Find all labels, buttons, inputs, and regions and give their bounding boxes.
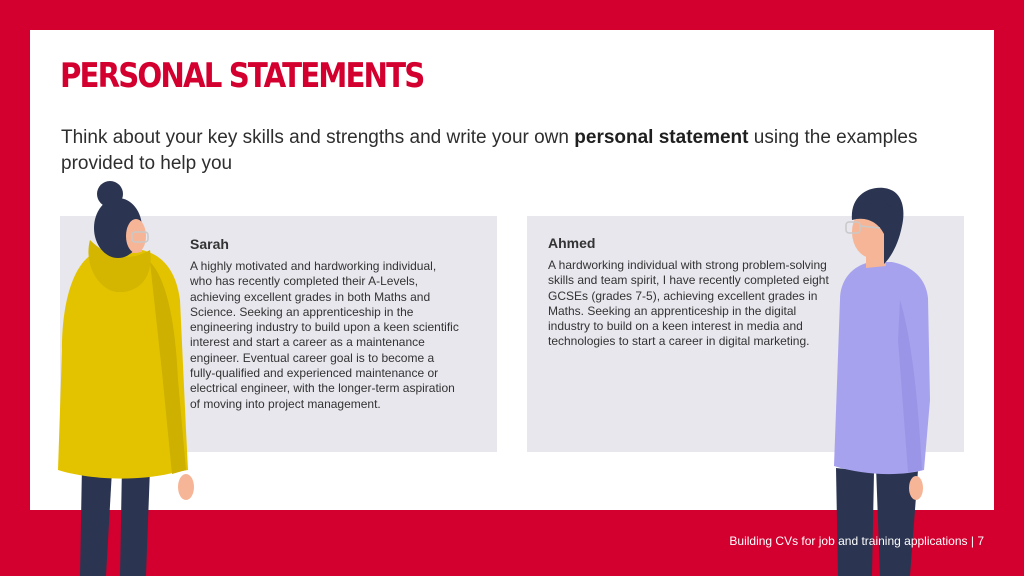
- intro-text: [61, 125, 941, 177]
- intro-text-bold: personal statement: [574, 127, 749, 148]
- woman-figure-illustration: [40, 176, 210, 576]
- card-name-sarah: Sarah: [190, 236, 229, 252]
- intro-text-start: Think about your key skills and strengths and write your own: [61, 127, 575, 148]
- card-text-sarah: A highly motivated and hardworking individual, who has recently completed their A-Levels, achieving excellent grades in both Maths and Science. Seeking an apprenticeship in the engineering industry to build upon a keen scientific interest and start a career as a maintenance engineer. Eventual career goal is to become a fully-qualified and experienced maintenance or electrical engineer, with the longer-term aspiration of moving into project management.: [190, 259, 459, 411]
- page-title: PERSONAL STATEMENTS: [60, 56, 424, 96]
- card-name-ahmed: Ahmed: [548, 235, 596, 251]
- footer-text: Building CVs for job and training applications | 7: [729, 534, 984, 548]
- card-text-ahmed: A hardworking individual with strong problem-solving skills and team spirit, I have recently completed eight GCSEs (grades 7-5), achieving excellent grades in Maths. Seeking an apprenticeship in the digital industry to build on a keen interest in media and technologies to start a career in digital marketing.: [548, 258, 829, 349]
- intro-text-end: using the examples provided to help you: [61, 127, 918, 174]
- man-figure-illustration: [820, 178, 940, 576]
